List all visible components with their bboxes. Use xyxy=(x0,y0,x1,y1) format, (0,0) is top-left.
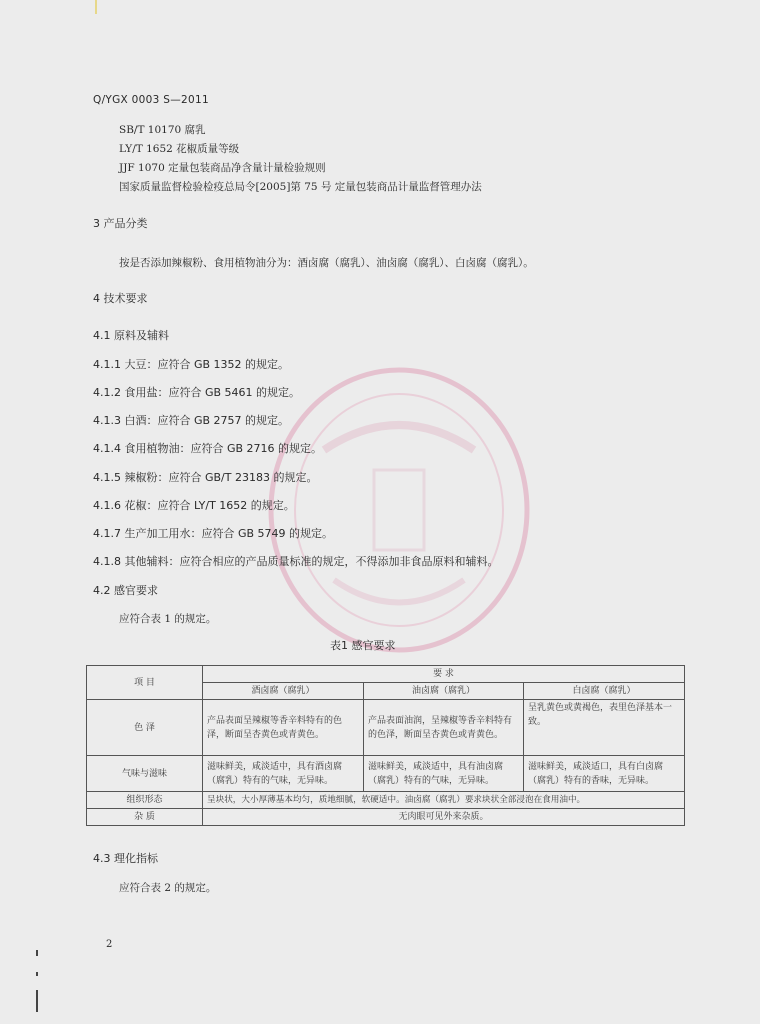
column-header: 酒卤腐（腐乳） xyxy=(203,683,364,700)
clause-item: 4.1.5 辣椒粉：应符合 GB/T 23183 的规定。 xyxy=(93,471,318,484)
clause-item: 4.1.2 食用盐：应符合 GB 5461 的规定。 xyxy=(93,386,301,399)
row-label: 色 泽 xyxy=(87,700,203,756)
column-header: 白卤腐（腐乳） xyxy=(524,683,685,700)
table-cell: 呈块状，大小厚薄基本均匀，质地细腻，软硬适中。油卤腐（腐乳）要求块状全部浸泡在食用油中。 xyxy=(203,792,685,809)
table-cell: 无肉眼可见外来杂质。 xyxy=(203,809,685,826)
section-heading: 3 产品分类 xyxy=(93,217,148,230)
subsection-heading: 4.3 理化指标 xyxy=(93,852,158,865)
clause-item: 4.1.4 食用植物油：应符合 GB 2716 的规定。 xyxy=(93,442,323,455)
row-label: 组织形态 xyxy=(87,792,203,809)
scan-mark xyxy=(36,950,38,956)
clause-item: 4.1.3 白酒：应符合 GB 2757 的规定。 xyxy=(93,414,290,427)
reference-line: 国家质量监督检验检疫总局令[2005]第 75 号 定量包装商品计量监督管理办法 xyxy=(119,181,482,193)
table-cell: 产品表面油润，呈辣椒等香辛料特有的色泽，断面呈杏黄色或青黄色。 xyxy=(364,700,524,756)
table-cell: 呈乳黄色或黄褐色，表里色泽基本一致。 xyxy=(524,700,685,756)
clause-item: 4.1.7 生产加工用水：应符合 GB 5749 的规定。 xyxy=(93,527,334,540)
paragraph: 应符合表 1 的规定。 xyxy=(119,613,217,625)
header-requirement: 要 求 xyxy=(203,666,685,683)
official-seal-stamp xyxy=(264,360,534,660)
reference-line: LY/T 1652 花椒质量等级 xyxy=(119,143,240,155)
section-heading: 4 技术要求 xyxy=(93,292,148,305)
scan-mark xyxy=(36,990,38,1012)
scan-mark xyxy=(95,0,97,14)
subsection-heading: 4.1 原料及辅料 xyxy=(93,329,169,342)
table-caption: 表1 感官要求 xyxy=(330,639,396,652)
table-cell: 滋味鲜美，咸淡适中，具有油卤腐（腐乳）特有的气味，无异味。 xyxy=(364,756,524,792)
header-item: 项 目 xyxy=(87,666,203,700)
standard-code: Q/YGX 0003 S—2011 xyxy=(93,94,209,106)
reference-line: JJF 1070 定量包装商品净含量计量检验规则 xyxy=(119,162,326,174)
paragraph: 按是否添加辣椒粉、食用植物油分为：酒卤腐（腐乳）、油卤腐（腐乳）、白卤腐（腐乳）。 xyxy=(119,257,534,269)
scan-mark xyxy=(36,972,38,976)
row-label: 杂 质 xyxy=(87,809,203,826)
table-cell: 滋味鲜美，咸淡适中，具有酒卤腐（腐乳）特有的气味，无异味。 xyxy=(203,756,364,792)
row-label: 气味与滋味 xyxy=(87,756,203,792)
clause-item: 4.1.1 大豆：应符合 GB 1352 的规定。 xyxy=(93,358,290,371)
reference-line: SB/T 10170 腐乳 xyxy=(119,124,206,136)
table-cell: 产品表面呈辣椒等香辛料特有的色泽，断面呈杏黄色或青黄色。 xyxy=(203,700,364,756)
sensory-requirements-table xyxy=(86,665,685,826)
clause-item: 4.1.6 花椒：应符合 LY/T 1652 的规定。 xyxy=(93,499,295,512)
table-cell: 滋味鲜美，咸淡适口，具有白卤腐（腐乳）特有的香味，无异味。 xyxy=(524,756,685,792)
clause-item: 4.1.8 其他辅料：应符合相应的产品质量标准的规定，不得添加非食品原料和辅料。 xyxy=(93,555,499,568)
column-header: 油卤腐（腐乳） xyxy=(364,683,524,700)
subsection-heading: 4.2 感官要求 xyxy=(93,584,158,597)
page-number: 2 xyxy=(106,939,113,950)
paragraph: 应符合表 2 的规定。 xyxy=(119,882,217,894)
